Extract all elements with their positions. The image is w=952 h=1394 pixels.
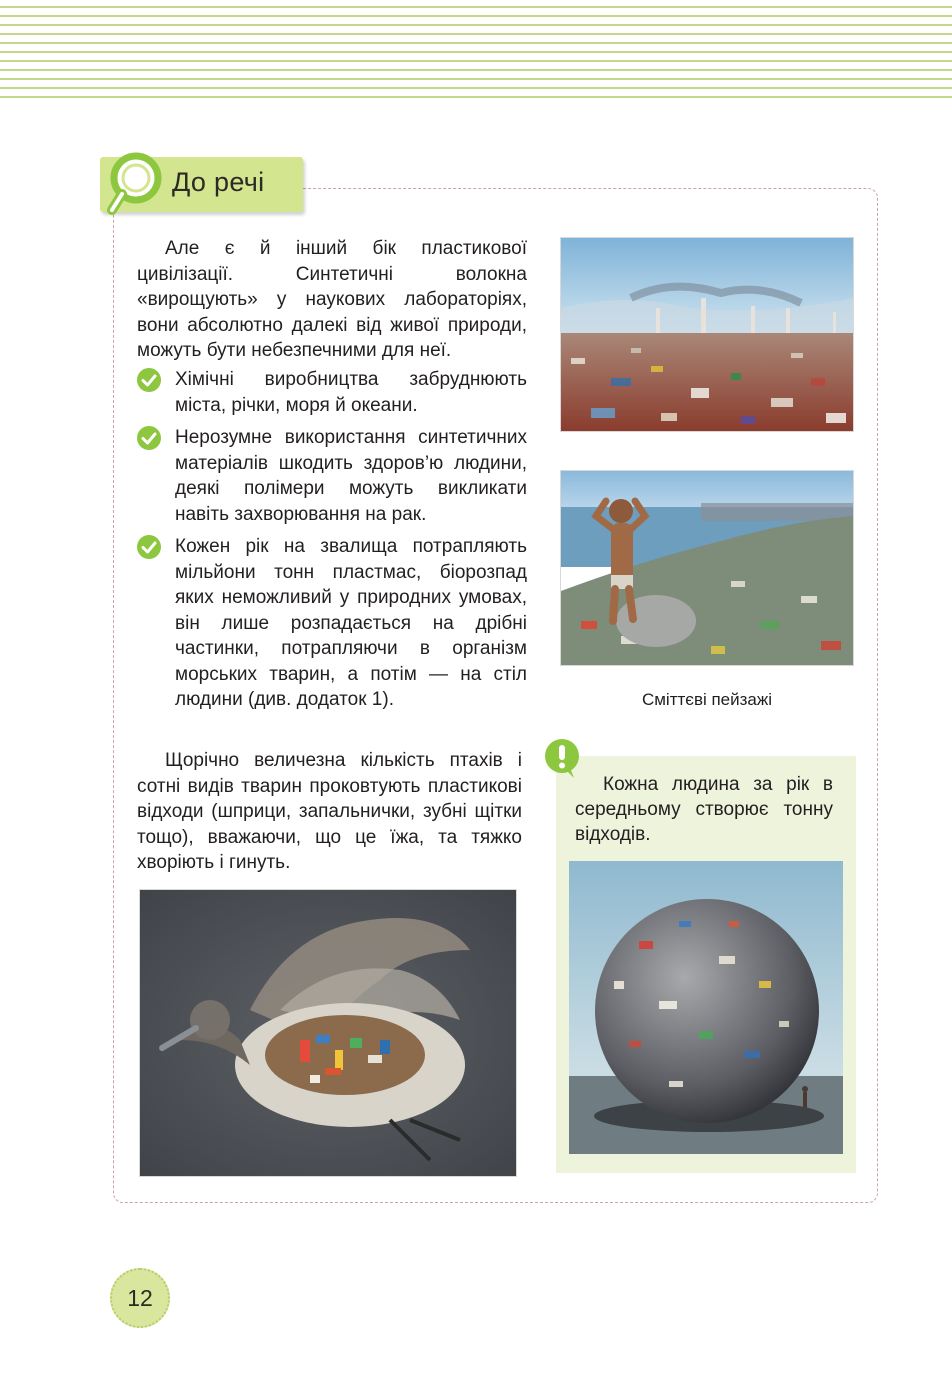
photo-caption: Сміттєві пейзажі	[641, 690, 773, 709]
checkmark-icon	[137, 535, 161, 559]
checkmark-icon	[137, 426, 161, 450]
bullet-text: Кожен рік на звалища потрапляють мільйони тонн пластмас, біорозпад яких неможливий у природних умовах, він лише розпадається на дрібні частинки, потрапляючи в організм морських тварин, а потім — на стіл людини (див. додаток 1).	[175, 536, 527, 710]
list-item	[137, 367, 527, 418]
second-paragraph: Щорічно величезна кількість птахів і сотні видів тварин проковтують пластикові відходи (шприци, запальнички, зубні щітки тощо), вважаючи, що це їжа, та тяжко хворіють і гинуть.	[137, 750, 522, 873]
intro-paragraph: Але є й інший бік пластикової цивілізації. Синтетичні волокна «вирощують» у наукових лабораторіях, вони абсолютно далекі від живої природи, можуть бути небезпечними для неї.	[137, 238, 527, 361]
checkmark-icon	[137, 368, 161, 392]
bullet-list	[137, 367, 527, 720]
dead-bird-photo	[139, 889, 517, 1177]
trash-ball-photo	[569, 861, 843, 1154]
polluted-shore-photo	[560, 470, 854, 666]
landfill-factory-photo	[560, 237, 854, 432]
bullet-text: Нерозумне використання синтетичних матеріалів шкодить здоров’ю людини, деякі полімери можуть викликати навіть захворювання на рак.	[175, 427, 527, 525]
bullet-text: Хімічні виробництва забруднюють міста, річки, моря й океани.	[175, 369, 527, 416]
list-item	[137, 534, 527, 713]
section-title: До речі	[172, 167, 265, 197]
header-stripes	[0, 0, 952, 104]
note-text: Кожна людина за рік в середньому створює тонну відходів.	[575, 774, 833, 845]
page-number: 12	[127, 1285, 153, 1311]
magnifier-icon	[104, 152, 164, 218]
list-item	[137, 425, 527, 527]
